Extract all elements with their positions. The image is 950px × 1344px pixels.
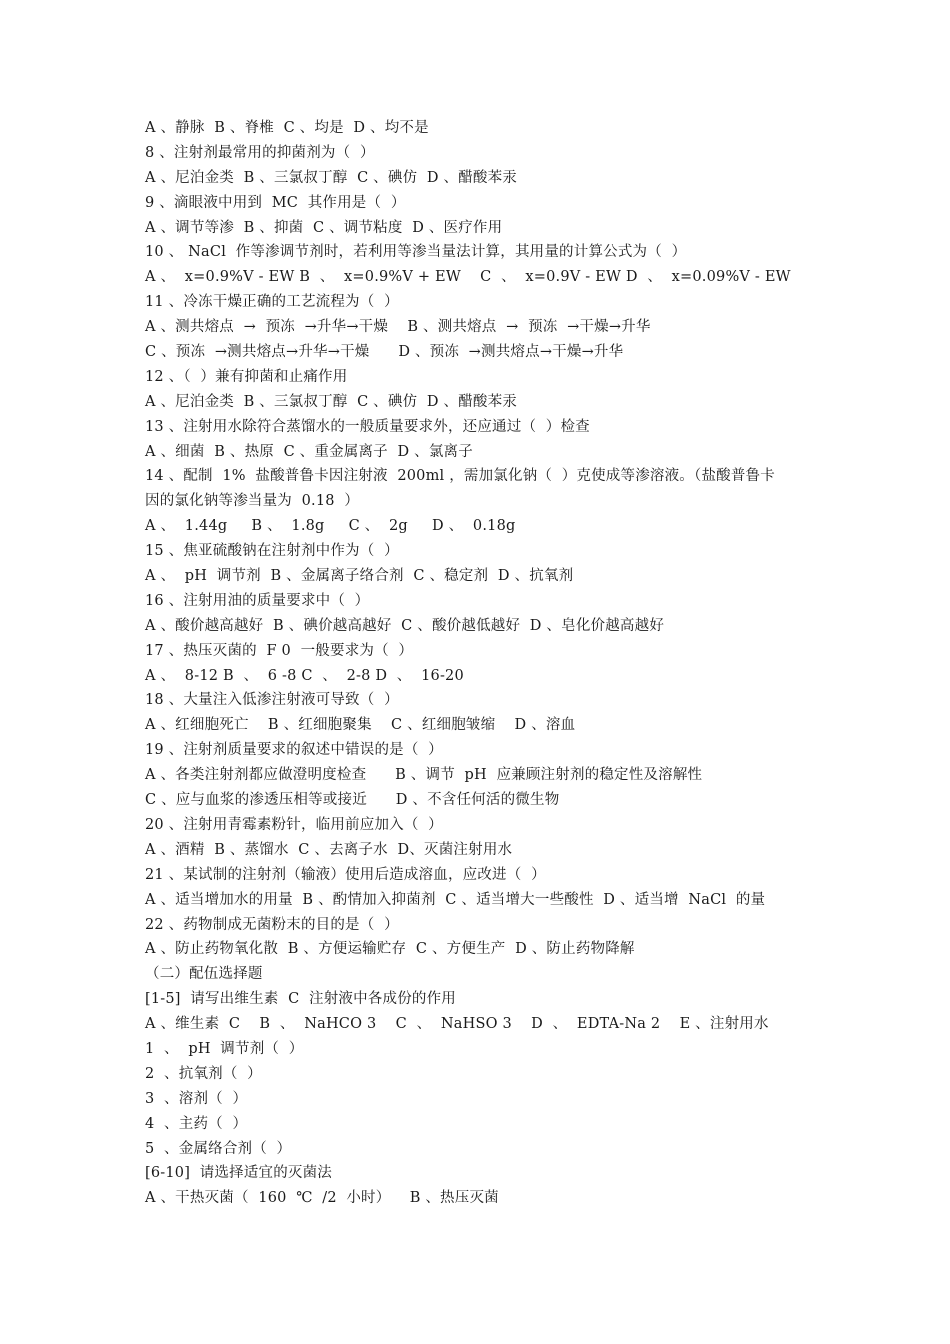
text-line: A 、维生素 C B 、 NaHCO 3 C 、 NaHSO 3 D 、 EDTA-Na 2 E 、注射用水 <box>145 1016 769 1033</box>
text-line: 1 、 pH 调节剂（ ） <box>145 1040 304 1057</box>
text-line: 16 、注射用油的质量要求中（ ） <box>145 592 370 609</box>
text-line: A 、干热灭菌（ 160 ℃ /2 小时） B 、热压灭菌 <box>145 1190 499 1207</box>
text-line: 4 、主药（ ） <box>145 1115 248 1132</box>
text-line: A 、酒精 B 、蒸馏水 C 、去离子水 D、灭菌注射用水 <box>145 841 513 858</box>
text-line: C 、应与血浆的渗透压相等或接近 D 、不含任何活的微生物 <box>145 792 560 809</box>
text-line: A 、调节等渗 B 、抑菌 C 、调节粘度 D 、医疗作用 <box>145 219 503 236</box>
text-line: 17 、热压灭菌的 F 0 一般要求为（ ） <box>145 642 414 659</box>
text-line: 13 、注射用水除符合蒸馏水的一般质量要求外，还应通过（ ）检查 <box>145 418 590 435</box>
text-line: A 、测共熔点 → 预冻 →升华→干燥 B 、测共熔点 → 预冻 →干燥→升华 <box>145 319 651 336</box>
text-line: 22 、药物制成无菌粉末的目的是（ ） <box>145 916 399 933</box>
text-line: 21 、某试制的注射剂（输液）使用后造成溶血，应改进（ ） <box>145 866 546 883</box>
text-line: [1-5] 请写出维生素 C 注射液中各成份的作用 <box>145 991 457 1008</box>
text-line: A 、适当增加水的用量 B 、酌情加入抑菌剂 C 、适当增大一些酸性 D 、适当增 NaCl 的量 <box>145 891 766 908</box>
text-line: 19 、注射剂质量要求的叙述中错误的是（ ） <box>145 742 443 759</box>
text-line: A 、红细胞死亡 B 、红细胞聚集 C 、红细胞皱缩 D 、溶血 <box>145 717 576 734</box>
text-line: [6-10] 请选择适宜的灭菌法 <box>145 1165 333 1182</box>
text-line: A 、尼泊金类 B 、三氯叔丁醇 C 、碘仿 D 、醋酸苯汞 <box>145 393 518 410</box>
text-line: A 、 8-12 B 、 6 -8 C 、 2-8 D 、 16-20 <box>145 667 464 684</box>
text-line: A 、静脉 B 、脊椎 C 、均是 D 、均不是 <box>145 120 429 136</box>
text-line: 15 、焦亚硫酸钠在注射剂中作为（ ） <box>145 543 399 560</box>
text-line: A 、各类注射剂都应做澄明度检查 B 、调节 pH 应兼顾注射剂的稳定性及溶解性 <box>145 767 703 784</box>
text-line: A 、 pH 调节剂 B 、金属离子络合剂 C 、稳定剂 D 、抗氧剂 <box>145 568 574 585</box>
text-line: 2 、抗氧剂（ ） <box>145 1065 262 1082</box>
text-line: 14 、配制 1% 盐酸普鲁卡因注射液 200ml ，需加氯化钠（ ）克使成等渗溶液。（盐酸普鲁卡 <box>145 468 775 485</box>
text-line: 因的氯化钠等渗当量为 0.18 ） <box>145 493 360 510</box>
text-line: 3 、溶剂（ ） <box>145 1090 248 1107</box>
text-line: A 、细菌 B 、热原 C 、重金属离子 D 、氯离子 <box>145 443 473 460</box>
text-line: A 、防止药物氧化散 B 、方便运输贮存 C 、方便生产 D 、防止药物降解 <box>145 941 635 958</box>
text-line: A 、酸价越高越好 B 、碘价越高越好 C 、酸价越低越好 D 、皂化价越高越好 <box>145 617 665 634</box>
text-line: C 、预冻 →测共熔点→升华→干燥 D 、预冻 →测共熔点→干燥→升华 <box>145 344 624 361</box>
text-line: 9 、滴眼液中用到 MC 其作用是（ ） <box>145 194 406 211</box>
text-line: 8 、注射剂最常用的抑菌剂为（ ） <box>145 144 375 161</box>
text-line: A 、 1.44g B 、 1.8g C 、 2g D 、 0.18g <box>145 518 516 535</box>
text-line: 11 、冷冻干燥正确的工艺流程为（ ） <box>145 294 399 311</box>
text-line: 5 、金属络合剂（ ） <box>145 1140 292 1157</box>
text-line: A 、尼泊金类 B 、三氯叔丁醇 C 、碘仿 D 、醋酸苯汞 <box>145 169 518 186</box>
text-line: （二）配伍选择题 <box>145 966 263 983</box>
text-line: 10 、 NaCl 作等渗调节剂时，若利用等渗当量法计算，其用量的计算公式为（ ） <box>145 244 687 261</box>
text-line: 12 、（ ）兼有抑菌和止痛作用 <box>145 368 348 385</box>
text-line: 20 、注射用青霉素粉针，临用前应加入（ ） <box>145 816 443 833</box>
text-line: 18 、大量注入低渗注射液可导致（ ） <box>145 692 399 709</box>
text-line: A 、 x=0.9%V - EW B 、 x=0.9%V + EW C 、 x=0.9V - EW D 、 x=0.09%V - EW <box>145 269 791 286</box>
document-body <box>145 116 825 1211</box>
